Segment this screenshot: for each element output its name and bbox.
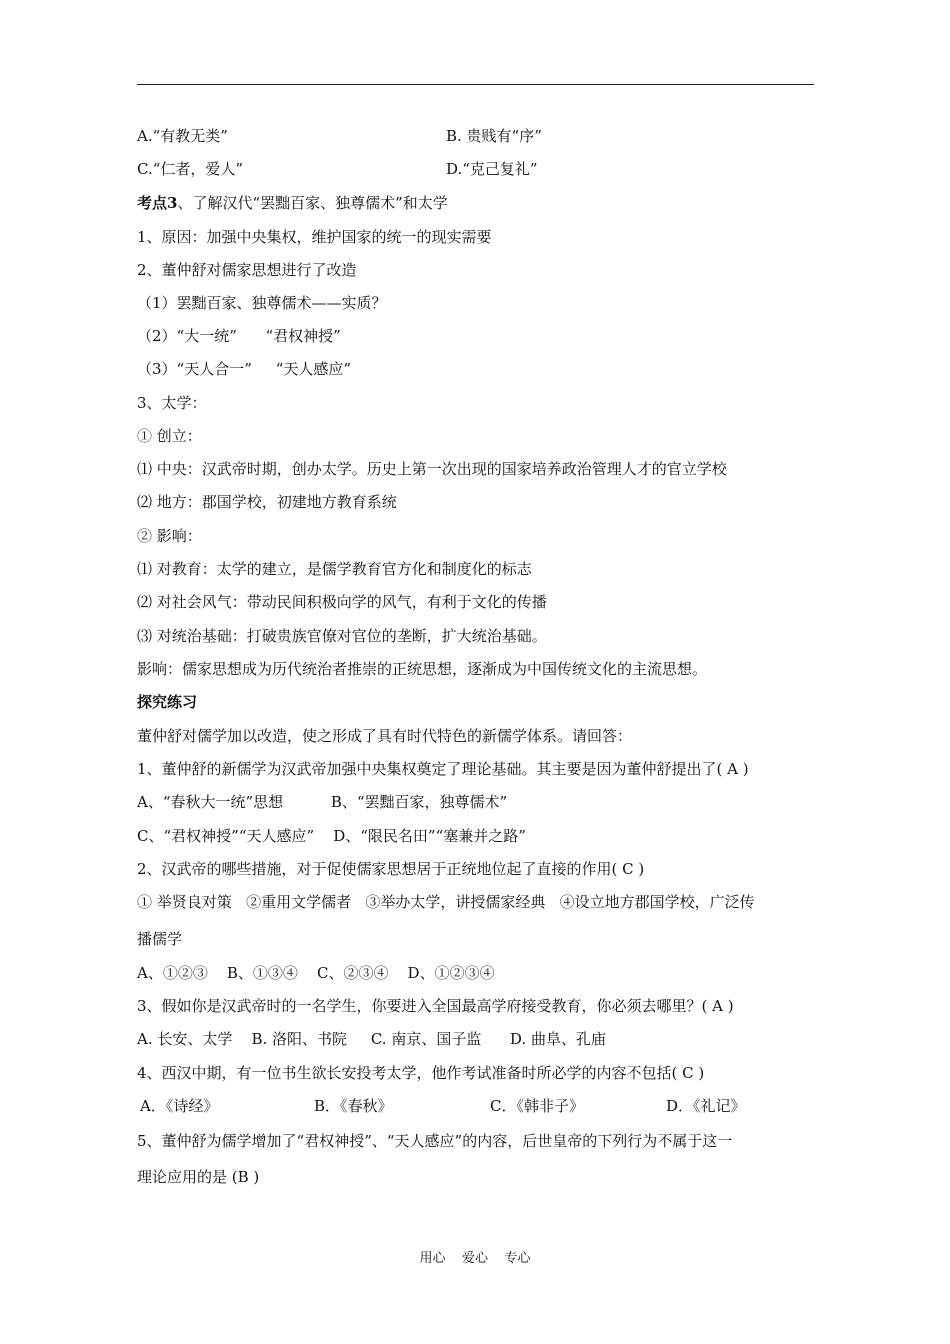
text-line: ② 影响： [137, 527, 202, 545]
text-line: ⑶ 对统治基础：打破贵族官僚对官位的垄断，扩大统治基础。 [137, 627, 547, 645]
section3-heading-text: 、了解汉代“罢黜百家、独尊儒术”和太学 [177, 194, 448, 212]
option-d: D.“克己复礼” [446, 160, 538, 178]
text-line: 2、董仲舒对儒家思想进行了改造 [137, 261, 357, 279]
question-line: 3、假如你是汉武帝时的一名学生，你要进入全国最高学府接受教育，你必须去哪里？( A ) [137, 997, 734, 1015]
text-line: ⑵ 对社会风气：带动民间积极向学的风气，有利于文化的传播 [137, 593, 547, 611]
text-line: 1、原因：加强中央集权，维护国家的统一的现实需要 [137, 228, 492, 246]
q4-option-c: C．《韩非子》 [490, 1097, 584, 1115]
text-line: 影响：儒家思想成为历代统治者推崇的正统思想，逐渐成为中国传统文化的主流思想。 [137, 660, 708, 678]
header-rule [137, 84, 814, 85]
question-line: 播儒学 [137, 930, 183, 948]
option-a: A.“有教无类” [137, 127, 228, 145]
question-line: A. 长安、太学 B. 洛阳、书院 C. 南京、国子监 D. 曲阜、孔庙 [137, 1030, 606, 1048]
question-line: A、①②③ B、①③④ C、②③④ D、①②③④ [137, 964, 495, 982]
question-line: A、“春秋大一统”思想 B、“罢黜百家，独尊儒术” [137, 793, 508, 811]
question-line: 2、汉武帝的哪些措施，对于促使儒家思想居于正统地位起了直接的作用( C ) [137, 860, 645, 878]
text-line: （3）“天人合一” “天人感应” [137, 360, 352, 378]
practice-intro: 董仲舒对儒学加以改造，使之形成了具有时代特色的新儒学体系。请回答： [137, 727, 633, 745]
section3-heading [137, 193, 448, 213]
text-line: ⑵ 地方：郡国学校，初建地方教育系统 [137, 493, 397, 511]
text-line: （2）“大一统” “君权神授” [137, 327, 341, 345]
section3-heading-bold: 考点3 [137, 194, 178, 212]
q4-option-b: B．《春秋》 [314, 1097, 393, 1115]
question-line: 4、西汉中期，有一位书生欲长安投考太学，他作考试准备时所必学的内容不包括( C ) [137, 1064, 705, 1082]
question-line: 5、董仲舒为儒学增加了“君权神授”、“天人感应”的内容，后世皇帝的下列行为不属于这一 [137, 1132, 733, 1150]
text-line: ⑴ 对教育：太学的建立，是儒学教育官方化和制度化的标志 [137, 560, 532, 578]
text-line: （1）罢黜百家、独尊儒术——实质？ [137, 294, 387, 312]
question-line: ① 举贤良对策 ②重用文学儒者 ③举办太学，讲授儒家经典 ④设立地方郡国学校，广泛传 [137, 893, 755, 911]
text-line: ⑴ 中央：汉武帝时期，创办太学。历史上第一次出现的国家培养政治管理人才的官立学校 [137, 460, 727, 478]
option-c: C.“仁者，爱人” [137, 160, 244, 178]
text-line: 3、太学： [137, 394, 207, 412]
text-line: ① 创立： [137, 427, 202, 445]
question-line: C、“君权神授”“天人感应” D、“限民名田”“塞兼并之路” [137, 827, 526, 845]
practice-heading: 探究练习 [137, 693, 198, 711]
question-line: 1、董仲舒的新儒学为汉武帝加强中央集权奠定了理论基础。其主要是因为董仲舒提出了( A ) [137, 760, 749, 778]
q4-option-d: D．《礼记》 [666, 1097, 746, 1115]
q4-option-a: A．《诗经》 [140, 1097, 219, 1115]
question-line: 理论应用的是 (B ) [137, 1168, 260, 1186]
page-footer: 用心 爱心 专心 [419, 1251, 531, 1266]
option-b: B. 贵贱有“序” [446, 127, 542, 145]
